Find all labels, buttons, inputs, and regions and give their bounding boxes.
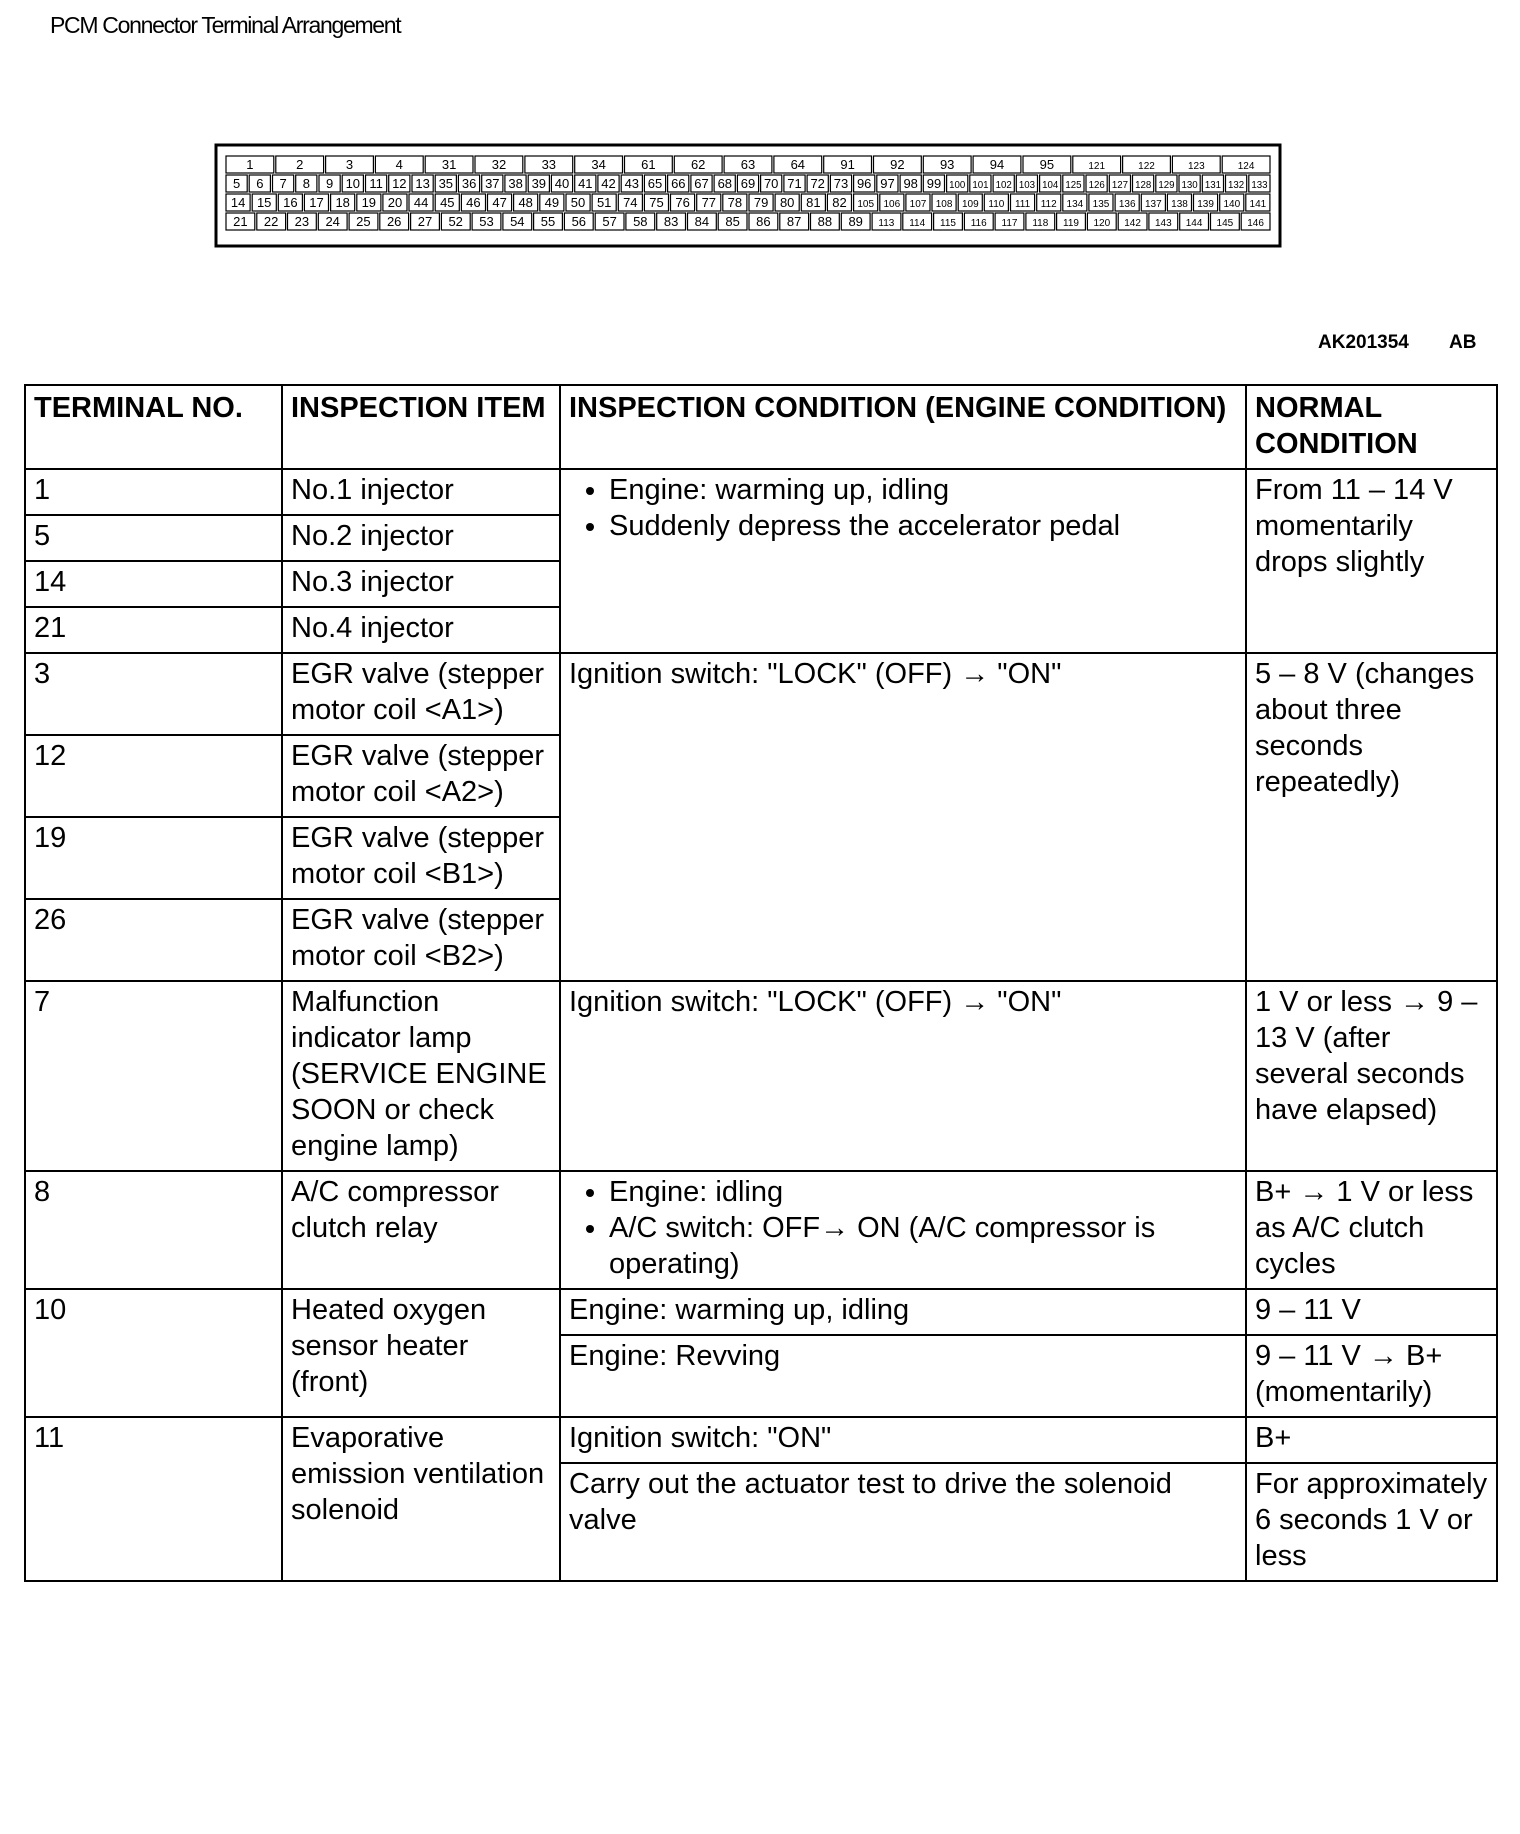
terminal-cell: 21	[25, 607, 282, 653]
connector-pin-label: 27	[417, 214, 433, 229]
connector-pin-label: 52	[448, 214, 463, 229]
connector-pin-label: 19	[361, 195, 377, 210]
table-row	[25, 1417, 1497, 1463]
item-cell: Malfunction indicator lamp (SERVICE ENGINE SOON or check engine lamp)	[282, 981, 560, 1171]
connector-pin-label: 15	[256, 195, 272, 210]
normal-cell: From 11 – 14 V momentarily drops slightly	[1246, 469, 1497, 653]
connector-pin-label: 7	[279, 176, 287, 191]
condition-cell: Ignition switch: "ON"	[560, 1417, 1246, 1463]
item-cell: No.1 injector	[282, 469, 560, 515]
normal-cell: B+ → 1 V or less as A/C clutch cycles	[1246, 1171, 1497, 1289]
condition-bullet: • Suddenly depress the accelerator pedal	[609, 508, 1237, 544]
connector-pin-label: 70	[763, 176, 779, 191]
connector-pin-label: 6	[256, 176, 264, 191]
connector-pin-label: 95	[1039, 157, 1055, 172]
connector-pin-label: 136	[1118, 199, 1136, 210]
condition-cell: Ignition switch: "LOCK" (OFF) → "ON"	[560, 981, 1246, 1171]
connector-pin-label: 40	[554, 176, 570, 191]
connector-pin-label: 114	[909, 218, 926, 229]
terminal-cell: 14	[25, 561, 282, 607]
connector-pin-label: 39	[531, 176, 547, 191]
connector-pin-label: 120	[1093, 218, 1111, 229]
connector-pin-label: 31	[441, 157, 457, 172]
connector-pin-label: 121	[1088, 161, 1106, 172]
connector-pin-label: 102	[995, 180, 1012, 191]
connector-pin-label: 129	[1158, 180, 1175, 191]
connector-pin-label: 97	[880, 176, 895, 191]
connector-pin-label: 115	[940, 218, 956, 229]
condition-cell: Ignition switch: "LOCK" (OFF) → "ON"	[560, 653, 1246, 981]
normal-cell: 9 – 11 V → B+ (momentarily)	[1246, 1335, 1497, 1417]
connector-pin-label: 80	[779, 195, 795, 210]
connector-pin-label: 75	[649, 195, 664, 210]
table-row	[25, 653, 1497, 735]
connector-pin-label: 109	[961, 199, 979, 210]
connector-pin-label: 91	[840, 157, 855, 172]
table-row	[25, 1171, 1497, 1289]
connector-pin-label: 82	[832, 195, 847, 210]
connector-pin-label: 78	[727, 195, 743, 210]
connector-pin-label: 68	[717, 176, 733, 191]
connector-pin-label: 66	[671, 176, 686, 191]
connector-pin-label: 61	[641, 157, 656, 172]
normal-cell: 1 V or less → 9 – 13 V (after several seconds have elapsed)	[1246, 981, 1497, 1171]
connector-pin-label: 145	[1216, 218, 1234, 229]
connector-pin-label: 124	[1237, 161, 1255, 172]
connector-pin-label: 1	[246, 157, 254, 172]
connector-pin-label: 92	[890, 157, 905, 172]
connector-pin-label: 119	[1063, 218, 1079, 229]
connector-pin-label: 132	[1228, 180, 1245, 191]
connector-pin-label: 49	[544, 195, 560, 210]
connector-pin-label: 79	[753, 195, 769, 210]
connector-pin-label: 105	[857, 199, 875, 210]
connector-diagram	[0, 0, 1520, 260]
connector-pin-label: 110	[988, 199, 1005, 210]
header-inspection-condition: INSPECTION CONDITION (ENGINE CONDITION)	[560, 385, 1246, 469]
connector-pin-label: 42	[601, 176, 616, 191]
connector-pin-label: 112	[1040, 199, 1057, 210]
connector-pin-label: 106	[883, 199, 901, 210]
connector-pin-label: 35	[438, 176, 454, 191]
connector-pin-label: 116	[970, 218, 987, 229]
terminal-cell: 3	[25, 653, 282, 735]
table-row	[25, 469, 1497, 515]
connector-pin-label: 108	[935, 199, 953, 210]
connector-pin-label: 138	[1171, 199, 1188, 210]
connector-pin-label: 43	[624, 176, 640, 191]
connector-pin-label: 126	[1088, 180, 1105, 191]
connector-pin-label: 144	[1185, 218, 1203, 229]
connector-pin-label: 47	[492, 195, 507, 210]
item-cell: EGR valve (stepper motor coil <A1>)	[282, 653, 560, 735]
connector-pin-label: 10	[345, 176, 361, 191]
connector-pin-label: 4	[395, 157, 403, 172]
connector-pin-label: 65	[647, 176, 663, 191]
connector-pin-label: 11	[369, 176, 383, 191]
connector-pin-label: 99	[926, 176, 942, 191]
connector-pin-label: 18	[335, 195, 350, 210]
connector-pin-label: 118	[1032, 218, 1049, 229]
condition-cell	[560, 1171, 1246, 1289]
connector-pin-label: 17	[309, 195, 324, 210]
condition-bullet: • Engine: warming up, idling	[609, 472, 1237, 508]
connector-pin-label: 141	[1249, 199, 1267, 210]
item-cell: No.2 injector	[282, 515, 560, 561]
connector-pin-label: 88	[817, 214, 833, 229]
connector-pin-label: 69	[740, 176, 756, 191]
connector-pin-label: 20	[387, 195, 403, 210]
terminal-cell: 11	[25, 1417, 282, 1581]
terminal-cell: 5	[25, 515, 282, 561]
connector-pin-label: 73	[833, 176, 849, 191]
connector-pin-label: 111	[1014, 199, 1031, 210]
normal-cell: 5 – 8 V (changes about three seconds repeatedly)	[1246, 653, 1497, 981]
inspection-table	[24, 384, 1498, 1582]
connector-pin-label: 130	[1181, 180, 1198, 191]
condition-cell: Engine: Revving	[560, 1335, 1246, 1417]
item-cell: EGR valve (stepper motor coil <A2>)	[282, 735, 560, 817]
header-inspection-item: INSPECTION ITEM	[282, 385, 560, 469]
terminal-cell: 8	[25, 1171, 282, 1289]
connector-pin-label: 2	[296, 157, 304, 172]
page-title: PCM Connector Terminal Arrangement	[50, 12, 401, 38]
connector-pin-label: 100	[949, 180, 966, 191]
terminal-cell: 19	[25, 817, 282, 899]
connector-pin-label: 54	[510, 214, 525, 229]
connector-pin-label: 34	[591, 157, 606, 172]
terminal-cell: 10	[25, 1289, 282, 1417]
connector-pin-label: 101	[972, 180, 989, 191]
connector-pin-label: 50	[570, 195, 586, 210]
connector-pin-label: 57	[602, 214, 617, 229]
connector-pin-label: 58	[633, 214, 648, 229]
connector-pins	[226, 156, 1270, 230]
condition-bullet: • A/C switch: OFF→ ON (A/C compressor is operating)	[609, 1210, 1237, 1282]
connector-pin-label: 71	[787, 176, 802, 191]
figure-revision: AB	[1449, 332, 1477, 353]
connector-pin-label: 48	[518, 195, 533, 210]
connector-pin-label: 127	[1111, 180, 1128, 191]
condition-cell: Carry out the actuator test to drive the solenoid valve	[560, 1463, 1246, 1581]
connector-pin-label: 26	[386, 214, 402, 229]
connector-pin-label: 122	[1138, 161, 1155, 172]
item-cell: A/C compressor clutch relay	[282, 1171, 560, 1289]
item-cell: EGR valve (stepper motor coil <B2>)	[282, 899, 560, 981]
connector-pin-label: 25	[356, 214, 371, 229]
connector-pin-label: 62	[690, 157, 706, 172]
connector-pin-label: 63	[740, 157, 756, 172]
connector-pin-label: 94	[989, 157, 1005, 172]
connector-pin-label: 93	[939, 157, 955, 172]
connector-pin-label: 142	[1124, 218, 1141, 229]
connector-pin-label: 85	[725, 214, 740, 229]
connector-pin-label: 45	[440, 195, 455, 210]
connector-pin-label: 117	[1001, 218, 1018, 229]
header-terminal-no: TERMINAL NO.	[25, 385, 282, 469]
connector-pin-label: 8	[302, 176, 311, 191]
condition-cell	[560, 469, 1246, 653]
connector-pin-label: 12	[392, 176, 407, 191]
connector-pin-label: 125	[1065, 180, 1082, 191]
connector-pin-label: 77	[701, 195, 717, 210]
connector-pin-label: 146	[1247, 218, 1264, 229]
condition-cell: Engine: warming up, idling	[560, 1289, 1246, 1335]
terminal-cell: 12	[25, 735, 282, 817]
normal-cell: 9 – 11 V	[1246, 1289, 1497, 1335]
connector-pin-label: 96	[856, 176, 872, 191]
connector-pin-label: 21	[233, 214, 248, 229]
table-header-row	[25, 385, 1497, 469]
connector-pin-label: 139	[1197, 199, 1214, 210]
connector-pin-label: 55	[540, 214, 556, 229]
connector-pin-label: 41	[578, 176, 593, 191]
connector-pin-label: 14	[230, 195, 246, 210]
connector-pin-label: 72	[810, 176, 825, 191]
connector-pin-label: 103	[1018, 180, 1035, 191]
connector-pin-label: 87	[786, 214, 802, 229]
connector-pin-label: 89	[848, 214, 863, 229]
connector-pin-label: 46	[466, 195, 481, 210]
connector-pin-label: 16	[283, 195, 298, 210]
connector-pin-label: 53	[479, 214, 494, 229]
connector-pin-label: 135	[1092, 199, 1110, 210]
connector-pin-label: 9	[325, 176, 334, 191]
connector-pin-label: 32	[491, 157, 507, 172]
connector-pin-label: 74	[623, 195, 638, 210]
condition-bullet: • Engine: idling	[609, 1174, 1237, 1210]
item-cell: EGR valve (stepper motor coil <B1>)	[282, 817, 560, 899]
normal-cell: For approximately 6 seconds 1 V or less	[1246, 1463, 1497, 1581]
connector-pin-label: 137	[1144, 199, 1162, 210]
connector-pin-label: 81	[806, 195, 821, 210]
terminal-cell: 7	[25, 981, 282, 1171]
connector-pin-label: 67	[694, 176, 709, 191]
connector-pin-label: 22	[263, 214, 279, 229]
connector-pin-label: 5	[232, 176, 241, 191]
connector-pin-label: 113	[878, 218, 895, 229]
connector-pin-label: 44	[413, 195, 429, 210]
connector-pin-label: 131	[1204, 180, 1221, 191]
item-cell: Heated oxygen sensor heater (front)	[282, 1289, 560, 1417]
normal-cell: B+	[1246, 1417, 1497, 1463]
connector-pin-label: 104	[1042, 180, 1059, 191]
connector-pin-label: 24	[325, 214, 340, 229]
connector-pin-label: 134	[1066, 199, 1084, 210]
item-cell: Evaporative emission ventilation solenoid	[282, 1417, 560, 1581]
connector-pin-label: 140	[1223, 199, 1241, 210]
connector-pin-label: 13	[415, 176, 430, 191]
connector-pin-label: 38	[508, 176, 523, 191]
terminal-cell: 1	[25, 469, 282, 515]
connector-pin-label: 84	[694, 214, 710, 229]
connector-pin-label: 23	[294, 214, 310, 229]
connector-pin-label: 133	[1251, 180, 1268, 191]
connector-pin-label: 98	[903, 176, 918, 191]
connector-pin-label: 107	[909, 199, 927, 210]
connector-pin-label: 56	[571, 214, 587, 229]
connector-pin-label: 128	[1135, 180, 1152, 191]
connector-pin-label: 36	[461, 176, 477, 191]
connector-pin-label: 143	[1154, 218, 1172, 229]
connector-pin-label: 76	[675, 195, 690, 210]
header-normal-condition: NORMAL CONDITION	[1246, 385, 1497, 469]
table-row	[25, 1289, 1497, 1335]
connector-pin-label: 33	[541, 157, 557, 172]
connector-pin-label: 51	[596, 195, 612, 210]
connector-pin-label: 83	[663, 214, 679, 229]
connector-pin-label: 3	[345, 157, 354, 172]
connector-pin-label: 123	[1187, 161, 1205, 172]
connector-pin-label: 37	[485, 176, 500, 191]
figure-id: AK201354	[1318, 332, 1409, 353]
terminal-cell: 26	[25, 899, 282, 981]
item-cell: No.3 injector	[282, 561, 560, 607]
connector-pin-label: 64	[790, 157, 806, 172]
connector-pin-label: 86	[756, 214, 771, 229]
item-cell: No.4 injector	[282, 607, 560, 653]
table-row	[25, 981, 1497, 1171]
